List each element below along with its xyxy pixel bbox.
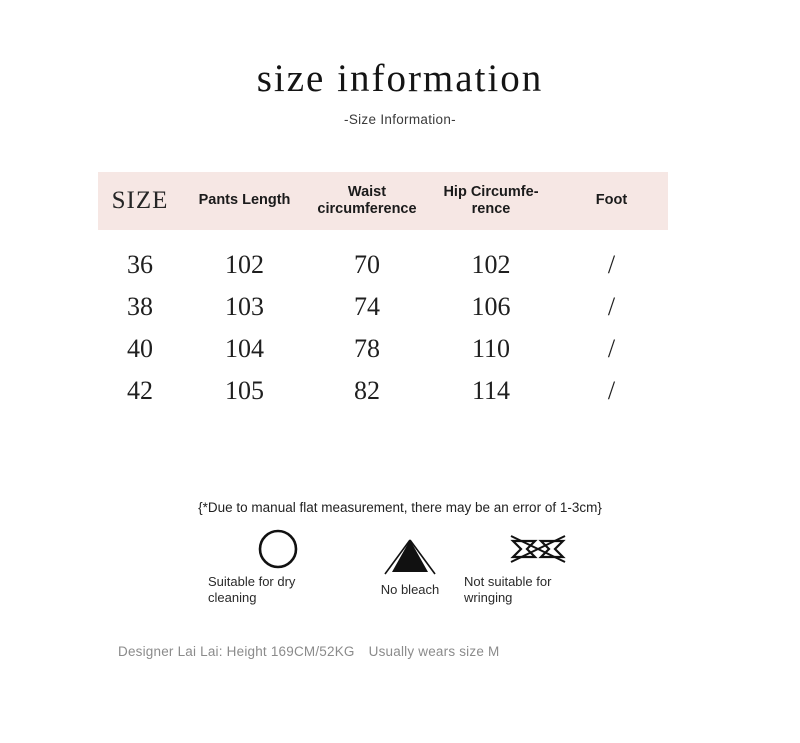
cell-waist: 74 xyxy=(354,292,380,321)
cell-hip: 110 xyxy=(471,334,511,363)
column-header-hip-circumference xyxy=(427,172,555,230)
cell-pants-length: 104 xyxy=(225,334,264,363)
table-header-row xyxy=(98,172,668,230)
cell-size: 38 xyxy=(127,292,153,321)
no-wringing-icon xyxy=(450,528,630,570)
cell-hip: 114 xyxy=(471,376,511,405)
column-header-size: SIZE xyxy=(111,187,169,215)
cell-waist: 78 xyxy=(354,334,380,363)
cell-pants-length: 105 xyxy=(225,376,264,405)
care-label-line1: Not suitable for xyxy=(464,574,552,589)
cell-pants-length: 103 xyxy=(225,292,264,321)
cell-size: 42 xyxy=(127,376,153,405)
cell-pants-length: 102 xyxy=(225,250,264,279)
care-instructions xyxy=(150,528,650,623)
designer-size-note: Usually wears size M xyxy=(368,644,500,659)
cell-waist: 82 xyxy=(354,376,380,405)
care-label-line2: cleaning xyxy=(208,590,257,606)
cell-size: 40 xyxy=(127,334,153,363)
cell-waist: 70 xyxy=(354,250,380,279)
cell-size: 36 xyxy=(127,250,153,279)
cell-foot: / xyxy=(607,250,616,279)
column-header-hip-line2: rence xyxy=(471,201,511,217)
dry-clean-circle-icon xyxy=(198,528,358,570)
care-item-dry-clean xyxy=(198,528,358,607)
size-table-container xyxy=(98,172,668,412)
cell-foot: / xyxy=(607,292,616,321)
table-row xyxy=(98,286,668,328)
care-item-no-wringing xyxy=(450,528,630,607)
column-header-pants-length: Pants Length xyxy=(198,192,291,209)
column-header-waist-circumference xyxy=(307,172,427,230)
care-label-line1: Suitable for dry xyxy=(208,574,296,589)
cell-foot: / xyxy=(607,334,616,363)
table-row xyxy=(98,328,668,370)
size-table xyxy=(98,172,668,412)
column-header-hip-line1: Hip Circumfe- xyxy=(443,183,539,200)
measurement-note: {*Due to manual flat measurement, there may be an error of 1-3cm} xyxy=(198,500,602,515)
column-header-waist-line2: circumference xyxy=(317,201,417,217)
care-label-line1: No bleach xyxy=(380,582,440,597)
table-body xyxy=(98,230,668,412)
designer-info xyxy=(118,644,499,659)
cell-hip: 102 xyxy=(471,250,511,279)
care-label-line2: wringing xyxy=(464,590,513,606)
column-header-waist-line1: Waist xyxy=(347,183,387,200)
table-row xyxy=(98,370,668,412)
cell-foot: / xyxy=(607,376,616,405)
page-title: size information xyxy=(256,57,544,100)
designer-measurements: Designer Lai Lai: Height 169CM/52KG xyxy=(118,644,355,659)
table-row xyxy=(98,230,668,286)
column-header-foot: Foot xyxy=(595,192,628,209)
page-subtitle: -Size Information- xyxy=(344,112,456,127)
table-header xyxy=(98,172,668,230)
cell-hip: 106 xyxy=(471,292,511,321)
